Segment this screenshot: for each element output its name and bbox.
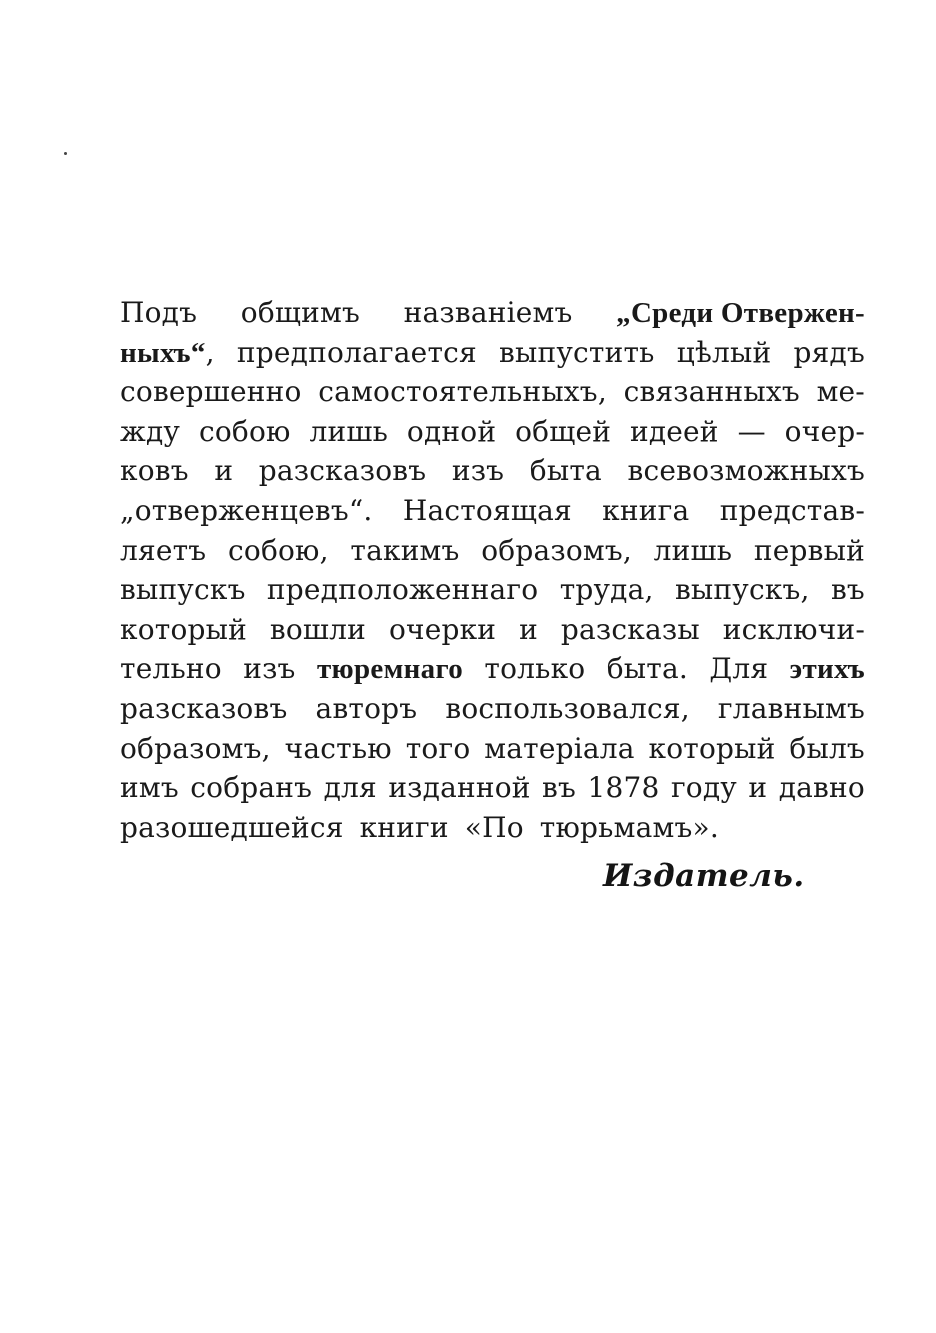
- preface-paragraph: [120, 293, 865, 847]
- publisher-signature: Издатель.: [603, 858, 805, 894]
- text-line: „отверженцевъ“. Настоящая книга представ-: [120, 493, 865, 527]
- text-line: Подъ общимъ названіемъ „Среди Отвержен-: [120, 293, 865, 333]
- text-line: который вошли очерки и разсказы исключи-: [120, 612, 865, 646]
- text-line: жду собою лишь одной общей идеей — очер-: [120, 414, 865, 448]
- series-title-end: ныхъ“: [120, 336, 206, 369]
- text-line: совершенно самостоятельныхъ, связанныхъ ме-: [120, 375, 865, 409]
- text-line: тельно изъ тюремнаго только быта. Для этихъ: [120, 649, 865, 689]
- print-speck: [64, 152, 67, 155]
- text-line: разсказовъ авторъ воспользовался, главнымъ: [120, 691, 865, 725]
- text-line: выпускъ предположеннаго труда, выпускъ, въ: [120, 573, 865, 607]
- text-line: образомъ, частью того матеріала который былъ: [120, 731, 865, 765]
- text-line: разошедшейся книги «По тюрьмамъ».: [120, 810, 719, 844]
- series-title: „Среди Отвержен-: [616, 297, 865, 329]
- text-line: ныхъ“, предполагается выпустить цѣлый рядъ: [120, 335, 865, 369]
- emphasis-prison: тюремнаго: [316, 653, 463, 686]
- text-line: ляетъ собою, такимъ образомъ, лишь первый: [120, 533, 865, 567]
- emphasis-these: этихъ: [789, 653, 865, 686]
- text-line: ковъ и разсказовъ изъ быта всевозможныхъ: [120, 454, 865, 488]
- text-line: имъ собранъ для изданной въ 1878 году и давно: [120, 771, 865, 805]
